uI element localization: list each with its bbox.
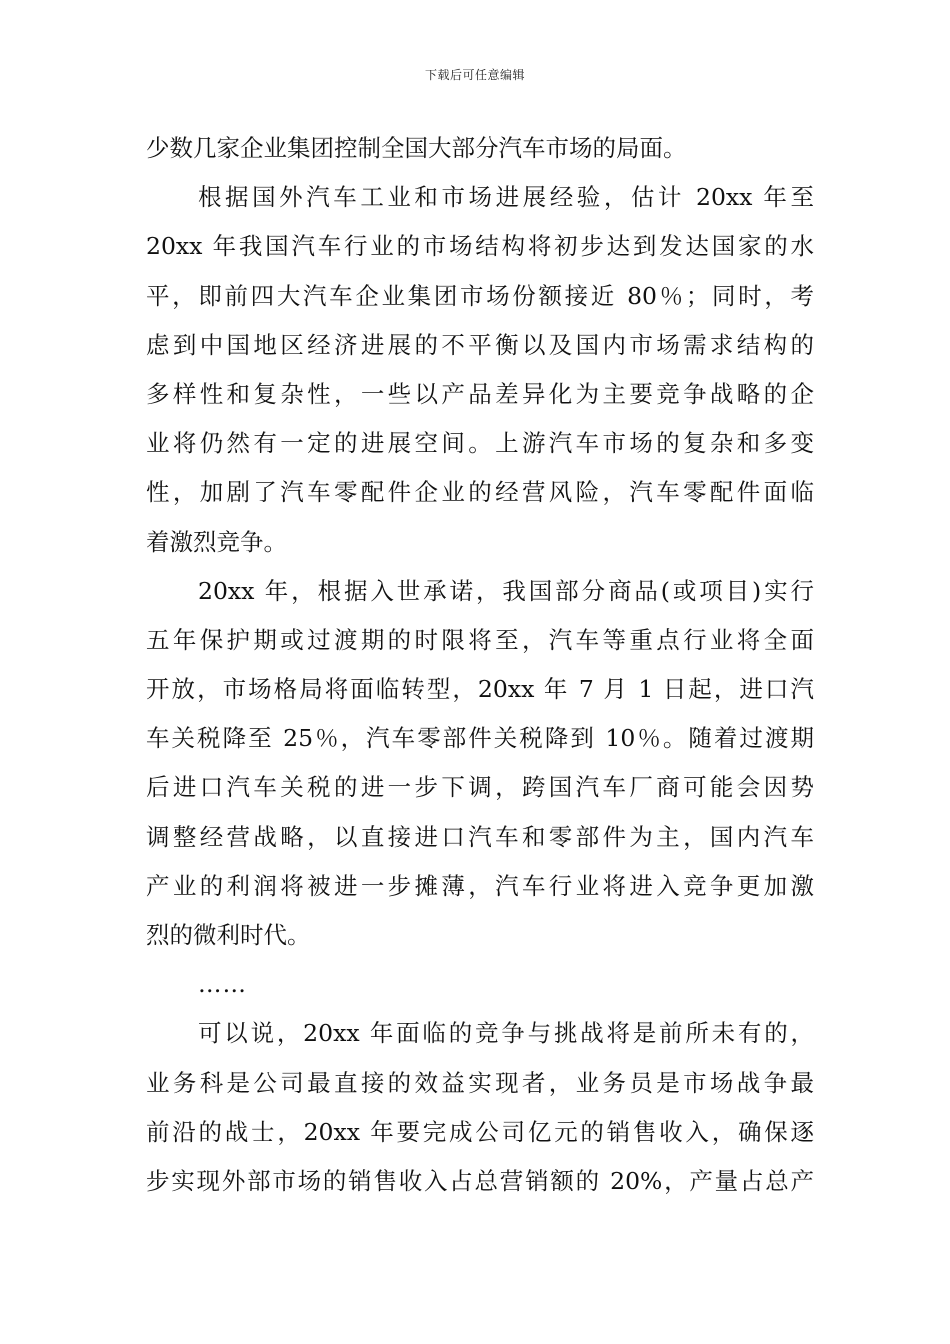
document-body: [146, 124, 814, 1206]
text-line: 多样性和复杂性，一些以产品差异化为主要竞争战略的企: [146, 379, 814, 408]
page-header: 下载后可任意编辑: [424, 68, 525, 82]
text-line: 20xx 年我国汽车行业的市场结构将初步达到发达国家的水: [146, 232, 814, 261]
text-line: 调整经营战略，以直接进口汽车和零部件为主，国内汽车: [146, 822, 814, 851]
ellipsis-line: ……: [198, 970, 247, 999]
text-line: 产业的利润将被进一步摊薄，汽车行业将进入竞争更加激: [146, 871, 814, 900]
text-line: 后进口汽车关税的进一步下调，跨国汽车厂商可能会因势: [146, 773, 814, 802]
text-line: 烈的微利时代。: [146, 921, 311, 949]
text-line: 前沿的战士，20xx 年要完成公司亿元的销售收入，确保逐: [146, 1117, 814, 1146]
text-line: 开放，市场格局将面临转型，20xx 年 7 月 1 日起，进口汽: [146, 675, 814, 704]
text-line: 步实现外部市场的销售收入占总营销额的 20%，产量占总产: [146, 1166, 814, 1195]
text-line: 业将仍然有一定的进展空间。上游汽车市场的复杂和多变: [146, 429, 814, 458]
text-line: 可以说，20xx 年面临的竞争与挑战将是前所未有的，: [198, 1019, 814, 1048]
text-line: 性，加剧了汽车零配件企业的经营风险，汽车零配件面临: [146, 478, 814, 507]
text-line: 平，即前四大汽车企业集团市场份额接近 80％；同时，考: [146, 281, 814, 310]
text-line: 着激烈竞争。: [146, 527, 287, 556]
text-line: 20xx 年，根据入世承诺，我国部分商品(或项目)实行: [198, 576, 814, 605]
text-line: 业务科是公司最直接的效益实现者，业务员是市场战争最: [146, 1068, 814, 1097]
text-line: 五年保护期或过渡期的时限将至，汽车等重点行业将全面: [146, 625, 814, 654]
text-line: 少数几家企业集团控制全国大部分汽车市场的局面。: [146, 134, 687, 162]
text-line: 车关税降至 25％，汽车零部件关税降到 10％。随着过渡期: [146, 724, 814, 753]
text-line: 虑到中国地区经济进展的不平衡以及国内市场需求结构的: [146, 330, 814, 359]
text-line: 根据国外汽车工业和市场进展经验，估计 20xx 年至: [198, 183, 814, 212]
